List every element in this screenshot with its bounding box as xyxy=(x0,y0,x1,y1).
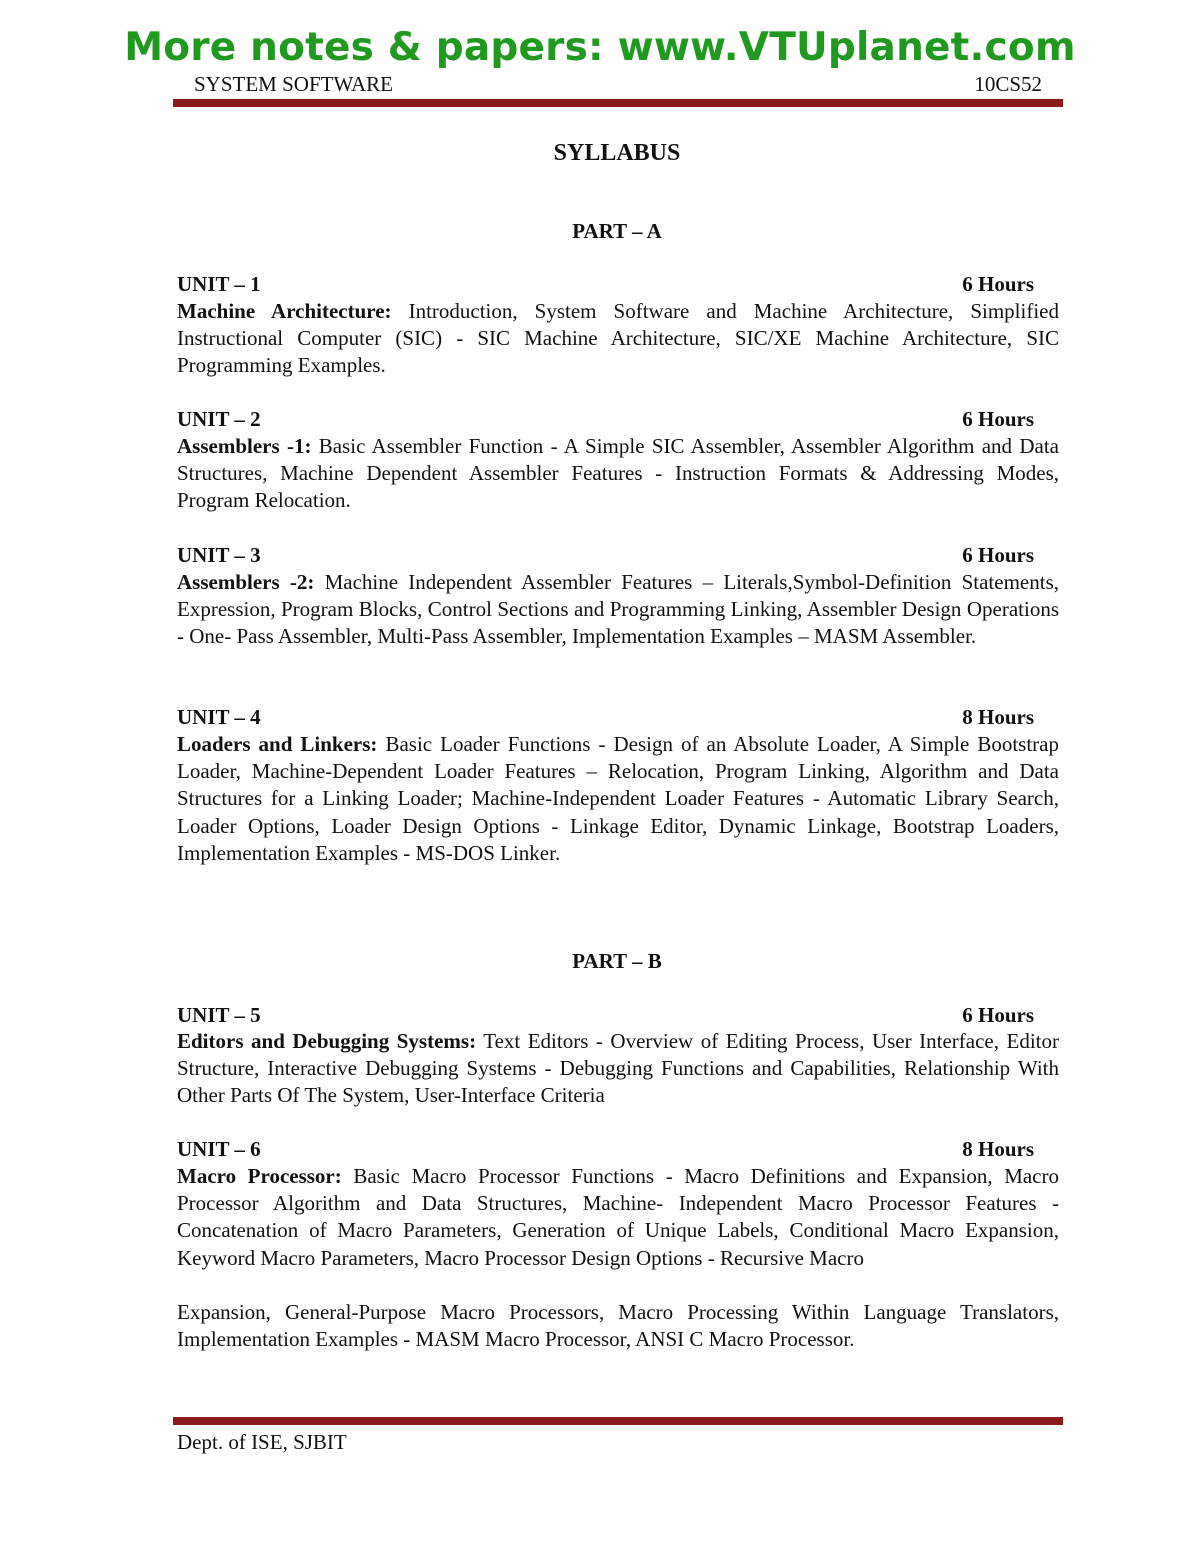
unit-text: Basic Assembler Function - A Simple SIC Assembler, Assembler Algorithm and Data Structures, Machine Dependent Assembler Features - Instruction Formats & Addressing Modes, Program Relocation. xyxy=(177,434,1059,513)
unit-name: UNIT – 6 xyxy=(177,1137,261,1161)
unit-2-description xyxy=(177,433,1059,515)
page-footer: Dept. of ISE, SJBIT xyxy=(177,1430,347,1454)
unit-5-description xyxy=(177,1028,1059,1110)
unit-6-description xyxy=(177,1163,1059,1272)
unit-6-heading xyxy=(177,1136,1034,1163)
unit-hours: 8 Hours xyxy=(962,705,1034,729)
unit-hours: 6 Hours xyxy=(962,543,1034,567)
unit-1-heading xyxy=(177,271,1034,298)
unit-name: UNIT – 4 xyxy=(177,705,261,729)
header-rule xyxy=(173,99,1063,107)
page-header xyxy=(194,70,1042,98)
unit-1-description xyxy=(177,298,1059,380)
unit-5-heading xyxy=(177,1002,1034,1029)
site-banner: More notes & papers: www.VTUplanet.com xyxy=(124,25,1076,70)
unit-name: UNIT – 1 xyxy=(177,272,261,296)
unit-hours: 6 Hours xyxy=(962,272,1034,296)
unit-2-heading xyxy=(177,406,1034,433)
unit-3-description xyxy=(177,569,1059,651)
page-title: SYLLABUS xyxy=(553,140,681,166)
unit-topic: Assemblers -2: xyxy=(177,570,315,594)
unit-hours: 8 Hours xyxy=(962,1137,1034,1161)
unit-hours: 6 Hours xyxy=(962,407,1034,431)
unit-name: UNIT – 2 xyxy=(177,407,261,431)
unit-topic: Loaders and Linkers: xyxy=(177,732,378,756)
unit-topic: Macro Processor: xyxy=(177,1164,342,1188)
footer-rule xyxy=(173,1417,1063,1425)
unit-name: UNIT – 5 xyxy=(177,1003,261,1027)
unit-text: Machine Independent Assembler Features – Literals,Symbol-Definition Statements, Expression, Program Blocks, Control Sections and Programming Linking, Assembler Design Operations - One- Pass Assembler, Multi-Pass Assembler, Implementation Examples – MASM Assembler. xyxy=(177,570,1059,649)
unit-text: Expansion, General-Purpose Macro Processors, Macro Processing Within Language Translators, Implementation Examples - MASM Macro Processor, ANSI C Macro Processor. xyxy=(177,1300,1059,1352)
unit-text: Text Editors - Overview of Editing Process, User Interface, Editor Structure, Interactive Debugging Systems - Debugging Functions and Capabilities, Relationship With Other Parts Of The System, User-Interface Criteria xyxy=(177,1029,1059,1108)
unit-text: Introduction, System Software and Machine Architecture, Simplified Instructional Computer (SIC) - SIC Machine Architecture, SIC/XE Machine Architecture, SIC Programming Examples. xyxy=(177,299,1059,378)
unit-topic: Machine Architecture: xyxy=(177,299,392,323)
unit-text: Basic Macro Processor Functions - Macro Definitions and Expansion, Macro Processor Algorithm and Data Structures, Machine- Independent Macro Processor Features - Concatenation of Macro Parameters, Generation of Unique Labels, Conditional Macro Expansion, Keyword Macro Parameters, Macro Processor Design Options - Recursive Macro xyxy=(177,1164,1059,1270)
unit-name: UNIT – 3 xyxy=(177,543,261,567)
unit-4-description xyxy=(177,731,1059,867)
subject-code: 10CS52 xyxy=(974,72,1042,96)
subject-name: SYSTEM SOFTWARE xyxy=(194,72,393,96)
part-a-heading: PART – A xyxy=(572,219,662,243)
unit-text: Basic Loader Functions - Design of an Absolute Loader, A Simple Bootstrap Loader, Machine-Dependent Loader Features – Relocation, Program Linking, Algorithm and Data Structures for a Linking Loader; Machine-Independent Loader Features - Automatic Library Search, Loader Options, Loader Design Options - Linkage Editor, Dynamic Linkage, Bootstrap Loaders, Implementation Examples - MS-DOS Linker. xyxy=(177,732,1059,865)
unit-3-heading xyxy=(177,542,1034,569)
unit-6-description-continued xyxy=(177,1299,1059,1353)
unit-topic: Editors and Debugging Systems: xyxy=(177,1029,477,1053)
unit-hours: 6 Hours xyxy=(962,1003,1034,1027)
unit-topic: Assemblers -1: xyxy=(177,434,312,458)
part-b-heading: PART – B xyxy=(572,949,662,973)
unit-4-heading xyxy=(177,704,1034,731)
